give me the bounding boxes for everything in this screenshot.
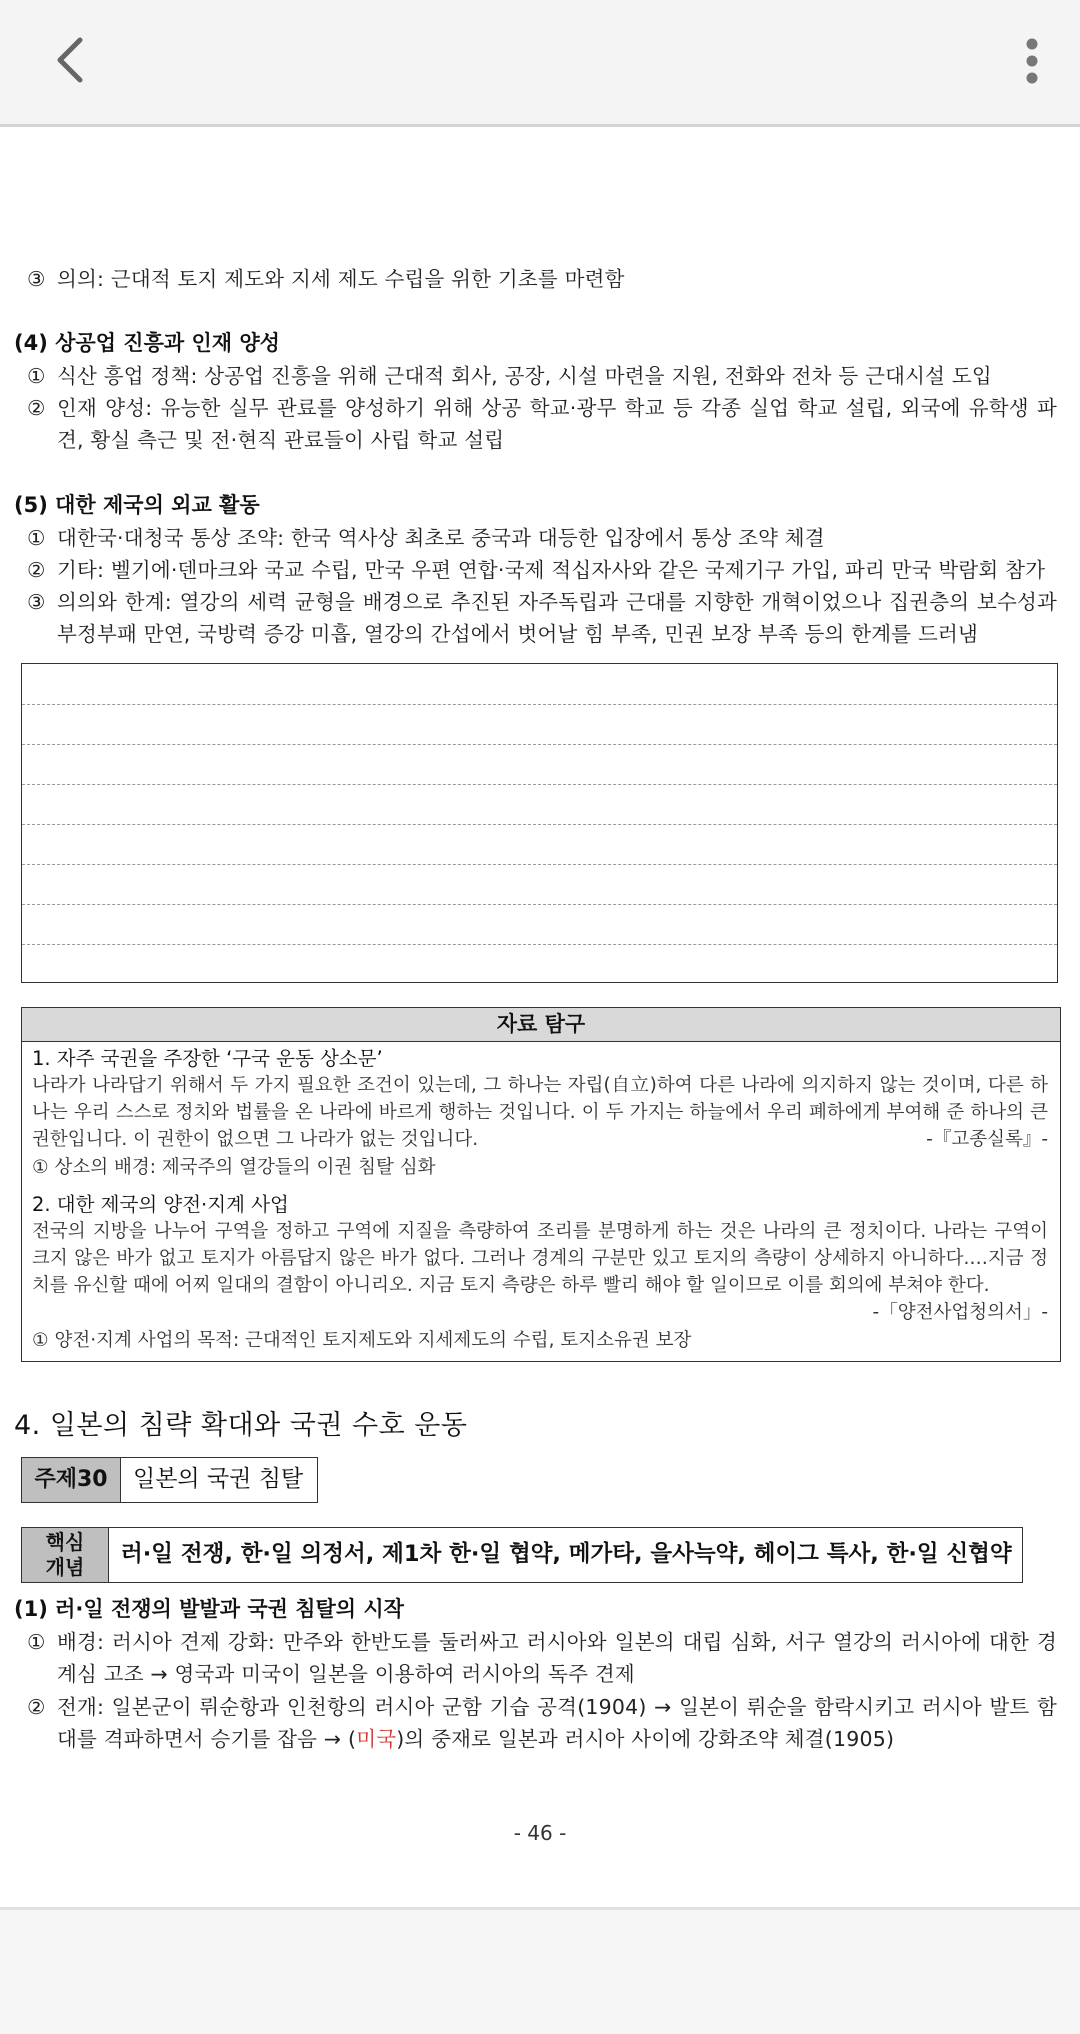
chapter-4-title: 4. 일본의 침략 확대와 국권 수호 운동 (14, 1410, 468, 1441)
s4-item-1 (27, 360, 1057, 392)
note-line (22, 744, 1057, 745)
notes-box (21, 663, 1058, 983)
core-label-line-2: 개념 (45, 1555, 85, 1579)
inquiry-2-title: 2. 대한 제국의 양전·지계 사업 (32, 1193, 289, 1216)
item-text: 의의와 한계: 열강의 세력 균형을 배경으로 추진된 자주독립과 근대를 지향한 개혁이었으나 집권층의 보수성과 부정부패 만연, 국방력 증강 미흡, 열강의 간섭에서 벗어날 힘 부족, 민권 보장 부족 등의 한계를 드러냄 (57, 590, 1057, 646)
inquiry-1-text: 나라가 나라답기 위해서 두 가지 필요한 조건이 있는데, 그 하나는 자립(自立)하여 다른 나라에 의지하지 않는 것이며, 다른 하나는 우리 스스로 정치와 법률을 온 나라에 바르게 행하는 것입니다. 이 두 가지는 하늘에서 우리 폐하에게 부여해 준 하나의 큰 권한입니다. 이 권한이 없으면 그 나라가 없는 것입니다. (32, 1075, 1048, 1150)
item-number: ① (27, 364, 46, 388)
inquiry-2-note: ① 양전·지계 사업의 목적: 근대적인 토지제도와 지세제도의 수립, 토지소유권 보장 (32, 1330, 692, 1351)
topic-label: 주제30 (22, 1458, 121, 1502)
highlight-answer: 미국 (356, 1727, 397, 1751)
item-text (57, 1691, 1057, 1755)
core-concepts-label (22, 1528, 109, 1582)
data-inquiry-box (21, 1007, 1061, 1362)
inquiry-1-title: 1. 자주 국권을 주장한 ‘구국 운동 상소문’ (32, 1047, 383, 1070)
more-options-button[interactable] (1010, 30, 1054, 94)
section-5-heading: (5) 대한 제국의 외교 활동 (14, 493, 260, 517)
more-vertical-icon (1010, 30, 1054, 94)
note-line (22, 864, 1057, 865)
item-text: 식산 흥업 정책: 상공업 진흥을 위해 근대적 회사, 공장, 시설 마련을 지원, 전화와 전차 등 근대시설 도입 (57, 364, 992, 388)
inquiry-1-source: -『고종실록』- (926, 1129, 1048, 1150)
item-number: ② (27, 1695, 46, 1719)
s5-item-3 (27, 586, 1057, 650)
item-text: 의의: 근대적 토지 제도와 지세 제도 수립을 위한 기초를 마련함 (57, 267, 625, 291)
s5-item-1 (27, 522, 1057, 554)
core-label-line-1: 핵심 (45, 1530, 85, 1554)
s5-item-2 (27, 554, 1057, 586)
item-number: ③ (27, 590, 46, 614)
section-4-heading: (4) 상공업 진흥과 인재 양성 (14, 331, 280, 355)
note-line (22, 824, 1057, 825)
item-number: ③ (27, 267, 46, 291)
viewer-bottom-area (0, 1907, 1080, 2034)
item-number: ① (27, 1630, 46, 1654)
note-line (22, 784, 1057, 785)
core-concepts-box (21, 1527, 1023, 1583)
back-button[interactable] (40, 28, 104, 92)
item-text: 대한국·대청국 통상 조약: 한국 역사상 최초로 중국과 대등한 입장에서 통상 조약 체결 (57, 526, 825, 550)
page-number: - 46 - (513, 1821, 567, 1845)
item-number: ② (27, 396, 46, 420)
note-line (22, 944, 1057, 945)
item-text: 기타: 벨기에·덴마크와 국교 수립, 만국 우편 연합·국제 적십자사와 같은 국제기구 가입, 파리 만국 박람회 참가 (57, 558, 1046, 582)
note-line (22, 704, 1057, 705)
item-number: ② (27, 558, 46, 582)
core-concepts-text: 러·일 전쟁, 한·일 의정서, 제1차 한·일 협약, 메가타, 을사늑약, 헤이그 특사, 한·일 신협약 (121, 1541, 1012, 1567)
inquiry-2-source: -「양전사업청의서」- (872, 1302, 1048, 1323)
item-number: ① (27, 526, 46, 550)
item-text: 배경: 러시아 견제 강화: 만주와 한반도를 둘러싸고 러시아와 일본의 대립 심화, 서구 열강의 러시아에 대한 경계심 고조 → 영국과 미국이 일본을 이용하여 러시아의 독주 견제 (57, 1630, 1057, 1686)
app-bar (0, 0, 1080, 127)
topic-text: 일본의 국권 침탈 (133, 1466, 304, 1492)
item-text-part-b: )의 중재로 일본과 러시아 사이에 강화조약 체결(1905) (396, 1727, 895, 1751)
s1-item-1 (27, 1626, 1057, 1690)
topic-box (21, 1457, 318, 1503)
s4-item-2 (27, 392, 1057, 456)
note-line (22, 904, 1057, 905)
inquiry-2-text: 전국의 지방을 나누어 구역을 정하고 구역에 지질을 측량하여 조리를 분명하게 하는 것은 나라의 큰 정치이다. 나라는 구역이 크지 않은 바가 없고 토지가 아름답지 않은 바가 없다. 그러나 경계의 구분만 있고 토지의 측량이 상세하지 아니하다.…지금 정치를 유신할 때에 어찌 일대의 결함이 아니리오. 지금 토지 측량은 하루 빨리 해야 할 일이므로 이를 회의에 부쳐야 한다. (32, 1221, 1048, 1296)
item-text-part-a: 전개: 일본군이 뤼순항과 인천항의 러시아 군함 기습 공격(1904) → 일본이 뤼순을 함락시키고 러시아 발트 함대를 격파하면서 승기를 잡음 → ( (57, 1695, 1057, 1751)
data-inquiry-title: 자료 탐구 (22, 1008, 1060, 1042)
inquiry-1-note: ① 상소의 배경: 제국주의 열강들의 이권 침탈 심화 (32, 1157, 436, 1178)
chevron-left-icon (40, 28, 104, 92)
subsection-1-heading: (1) 러·일 전쟁의 발발과 국권 침탈의 시작 (14, 1597, 404, 1621)
s1-item-2 (27, 1691, 1057, 1755)
land-item-3 (27, 263, 1057, 295)
item-text: 인재 양성: 유능한 실무 관료를 양성하기 위해 상공 학교·광무 학교 등 각종 실업 학교 설립, 외국에 유학생 파견, 황실 측근 및 전·현직 관료들이 사립 학교 설립 (57, 396, 1057, 452)
